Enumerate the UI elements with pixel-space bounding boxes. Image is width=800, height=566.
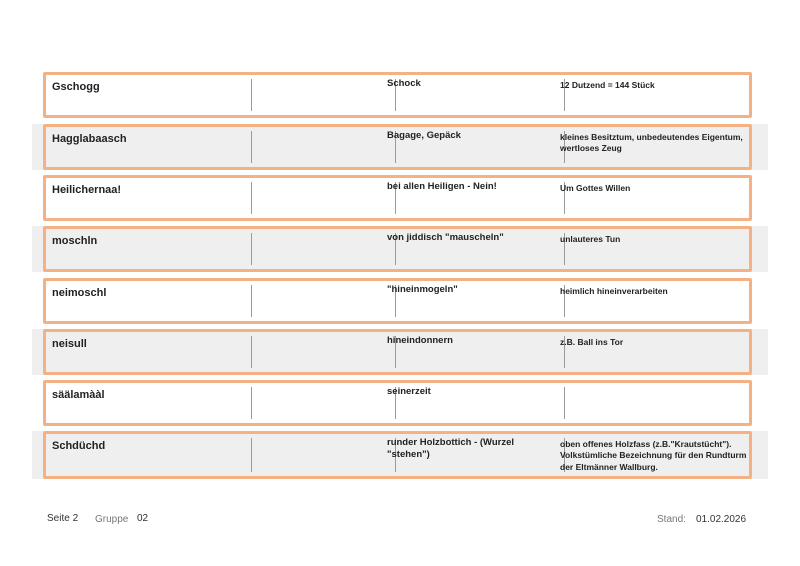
table-row: [32, 431, 768, 479]
row-frame: [43, 175, 752, 221]
standard-meaning: hineindonnern: [387, 335, 453, 346]
dialect-word: Heilichernaa!: [52, 184, 122, 196]
row-frame: [43, 278, 752, 324]
column-divider: [251, 438, 252, 472]
table-row: [32, 124, 768, 170]
row-frame: [43, 124, 752, 170]
row-frame: [43, 329, 752, 375]
dialect-word: Schdüchd: [52, 440, 106, 452]
column-divider: [251, 387, 252, 419]
explanation-note: unlauteres Tun: [560, 234, 621, 244]
column-divider: [251, 285, 252, 317]
row-frame: [43, 226, 752, 272]
group-value: 02: [137, 513, 149, 524]
dialect-word: moschln: [52, 235, 98, 247]
stand-label: Stand:: [657, 514, 686, 525]
explanation-note: z.B. Ball ins Tor: [560, 337, 624, 347]
table-row: [32, 226, 768, 272]
dialect-word: Hagglabaasch: [52, 133, 127, 145]
table-row: [32, 278, 768, 324]
column-divider: [251, 233, 252, 265]
table-row: [32, 380, 768, 426]
standard-meaning: runder Holzbottich - (Wurzel "stehen"): [387, 437, 515, 461]
row-frame: [43, 72, 752, 118]
standard-meaning: von jiddisch "mauscheln": [387, 232, 504, 243]
page-number: Seite 2: [47, 513, 79, 524]
explanation-note: Um Gottes Willen: [560, 183, 631, 193]
explanation-note: heimlich hineinverarbeiten: [560, 286, 668, 296]
dialect-word: säälamààl: [52, 389, 105, 401]
standard-meaning: Schock: [387, 78, 421, 89]
column-divider: [251, 182, 252, 214]
column-divider: [251, 79, 252, 111]
dialect-word: neisull: [52, 338, 87, 350]
dialect-word: Gschogg: [52, 81, 100, 93]
standard-meaning: seinerzeit: [387, 386, 431, 397]
column-divider: [564, 387, 565, 419]
stand-date: 01.02.2026: [696, 514, 747, 525]
standard-meaning: Bagage, Gepäck: [387, 130, 461, 141]
column-divider: [251, 131, 252, 163]
table-row: [32, 175, 768, 221]
explanation-note: oben offenes Holzfass (z.B."Krautstücht"). Volkstümliche Bezeichnung für den Rundturm der Eltmänner Wallburg.: [560, 439, 747, 472]
row-frame: [43, 431, 752, 479]
table-row: [32, 72, 768, 118]
table-row: [32, 329, 768, 375]
row-frame: [43, 380, 752, 426]
column-divider: [251, 336, 252, 368]
explanation-note: kleines Besitztum, unbedeutendes Eigentum, wertloses Zeug: [560, 132, 743, 154]
dialect-word: neimoschl: [52, 287, 107, 299]
standard-meaning: "hineinmogeln": [387, 284, 458, 295]
explanation-note: 12 Dutzend = 144 Stück: [560, 80, 655, 90]
standard-meaning: bei allen Heiligen - Nein!: [387, 181, 497, 192]
group-label: Gruppe: [95, 514, 129, 525]
